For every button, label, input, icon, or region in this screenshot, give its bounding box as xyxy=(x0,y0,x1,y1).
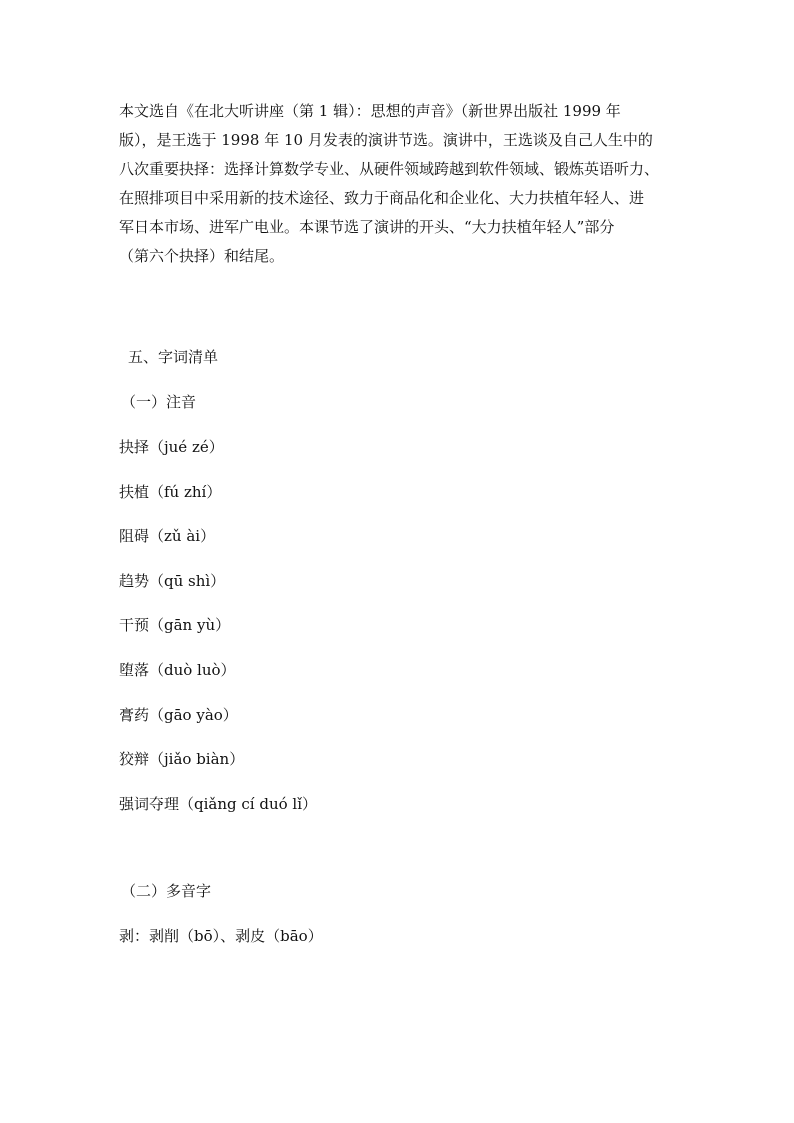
intro-line: （第六个抉择）和结尾。 xyxy=(119,247,285,265)
vocab-item: 趋势（qū shì） xyxy=(119,571,226,590)
section-heading: 五、字词清单 xyxy=(128,348,219,366)
intro-line: 本文选自《在北大听讲座（第 1 辑）：思想的声音》（新世界出版社 1999 年 xyxy=(119,102,621,120)
vocab-item: 扶植（fú zhí） xyxy=(119,482,222,501)
pronunciation-list xyxy=(119,436,317,837)
intro-paragraph xyxy=(119,97,679,271)
vocab-item: 干预（gān yù） xyxy=(119,616,231,635)
vocab-item: 狡辩（jiǎo biàn） xyxy=(119,750,245,769)
vocab-item: 阻碍（zǔ ài） xyxy=(119,527,216,546)
vocab-item: 膏药（gāo yào） xyxy=(119,705,238,724)
polyphonic-heading: （二）多音字 xyxy=(121,882,212,900)
intro-line: 在照排项目中采用新的技术途径、致力于商品化和企业化、大力扶植年轻人、进 xyxy=(119,189,645,207)
polyphonic-item: 剥：剥削（bō）、剥皮（bāo） xyxy=(119,927,323,945)
vocab-item: 抉择（jué zé） xyxy=(119,438,224,456)
intro-line: 军日本市场、进军广电业。本课节选了演讲的开头、“大力扶植年轻人”部分 xyxy=(119,218,615,236)
vocab-item: 强词夺理（qiǎng cí duó lǐ） xyxy=(119,794,317,813)
vocab-item: 堕落（duò luò） xyxy=(119,660,236,679)
intro-line: 八次重要抉择：选择计算数学专业、从硬件领域跨越到软件领域、锻炼英语听力、 xyxy=(119,160,660,178)
intro-line: 版），是王选于 1998 年 10 月发表的演讲节选。演讲中，王选谈及自己人生中的 xyxy=(119,131,653,149)
pronunciation-heading: （一）注音 xyxy=(121,393,197,411)
